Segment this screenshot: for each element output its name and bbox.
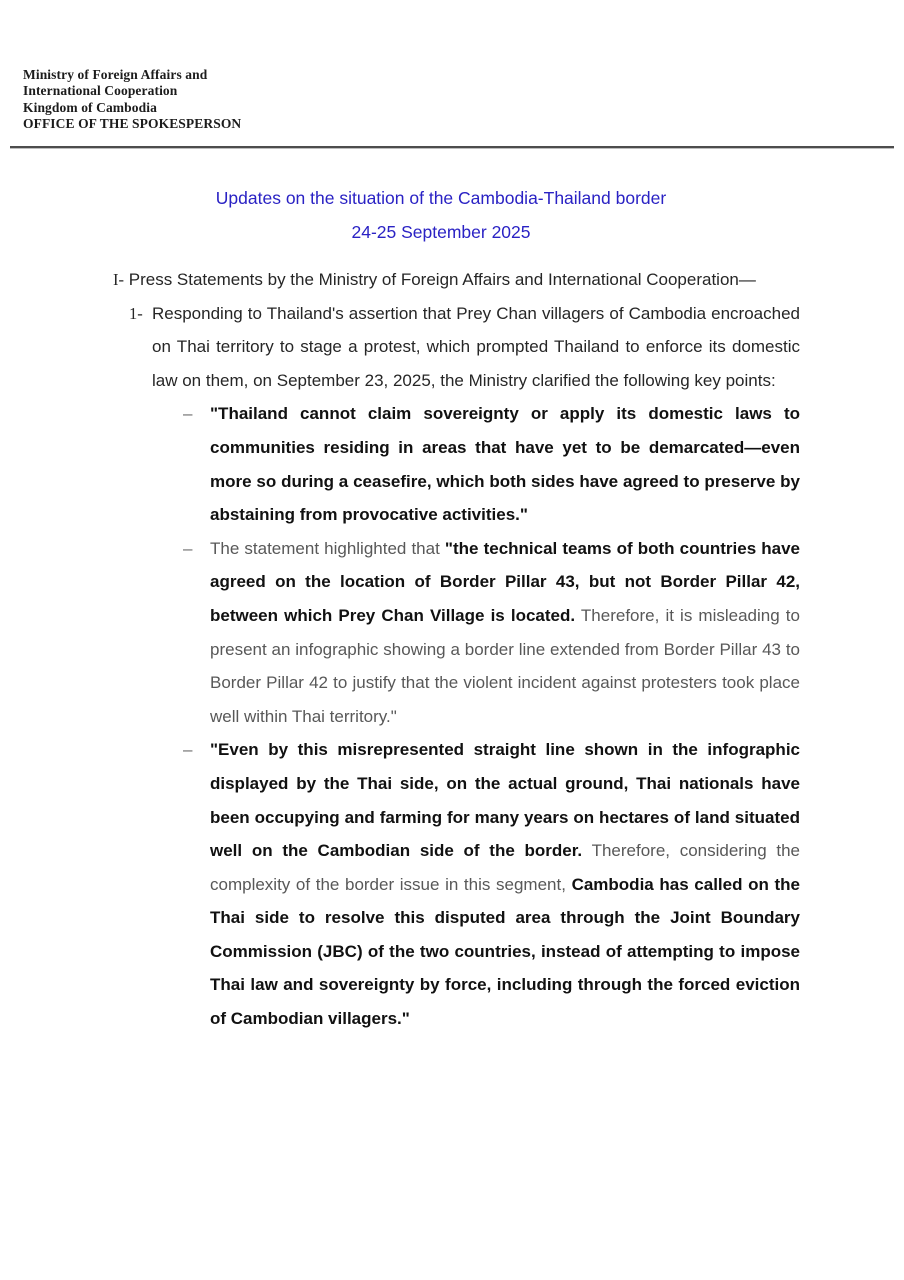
numbered-item-1 bbox=[129, 297, 800, 398]
bullet-item-2 bbox=[183, 532, 801, 734]
numbered-item-1-marker: 1- bbox=[129, 303, 143, 323]
bullet-2-run-normal-2: Therefore, it is misleading to present an infographic showing a border line extended from Border Pillar 43 to Border Pillar 42 to justify that the violent incident against protesters took place well within Thai territory." bbox=[210, 605, 800, 726]
letterhead-line-ministry: Ministry of Foreign Affairs and bbox=[23, 67, 208, 82]
letterhead-line-cooperation: International Cooperation bbox=[23, 83, 178, 99]
bullet-dash-icon: – bbox=[183, 538, 193, 558]
document-title-line2: 24-25 September 2025 bbox=[351, 221, 531, 242]
section-heading-text: Press Statements by the Ministry of Foreign Affairs and International Cooperation— bbox=[128, 270, 756, 289]
bullet-dash-icon: – bbox=[183, 740, 193, 760]
numbered-item-1-text: Responding to Thailand's assertion that Prey Chan villagers of Cambodia encroached on Thai territory to stage a protest, which prompted Thailand to enforce its domestic law on them, on September 23, 2025, the Ministry clarified the following key points: bbox=[152, 303, 800, 390]
letterhead-line-kingdom: Kingdom of Cambodia bbox=[23, 99, 157, 115]
bullet-2-run-bold: "the technical teams of both countries have agreed on the location of Border Pillar 43, but not Border Pillar 42, between which Prey Chan Village is located. bbox=[210, 538, 801, 625]
bullet-3-run-normal: Therefore, considering the complexity of the border issue in this segment, bbox=[210, 841, 800, 894]
document-title-line1: Updates on the situation of the Cambodia-Thailand border bbox=[215, 188, 667, 208]
bullet-1-run-bold: "Thailand cannot claim sovereignty or apply its domestic laws to communities residing in areas that have yet to be demarcated—even more so during a ceasefire, which both sides have agreed to preserve by abstaining from provocative activities." bbox=[210, 404, 800, 525]
bullet-dash-icon: – bbox=[183, 404, 193, 424]
document-body bbox=[0, 263, 904, 1036]
bullet-3-run-bold-2: Cambodia has called on the Thai side to resolve this disputed area through the Joint Boundary Commission (JBC) of the two countries, instead of attempting to impose Thai law and sovereignty by force, including through the forced eviction of Cambodian villagers." bbox=[210, 874, 800, 1029]
bullet-item-3 bbox=[183, 733, 800, 1035]
divider-rule bbox=[10, 146, 894, 149]
bullet-2-run-normal-1: The statement highlighted that bbox=[210, 538, 445, 558]
bullet-3-run-bold-1: "Even by this misrepresented straight line shown in the infographic displayed by the Thai side, on the actual ground, Thai nationals have been occupying and farming for many years on hectares of land situated well on the Cambodian side of the border. bbox=[210, 740, 800, 861]
section-marker: I- bbox=[113, 270, 124, 289]
document-title bbox=[80, 182, 802, 249]
section-heading bbox=[113, 263, 803, 297]
letterhead bbox=[23, 67, 241, 133]
letterhead-line-office: OFFICE OF THE SPOKESPERSON bbox=[23, 116, 242, 132]
bullet-item-1 bbox=[183, 397, 800, 531]
